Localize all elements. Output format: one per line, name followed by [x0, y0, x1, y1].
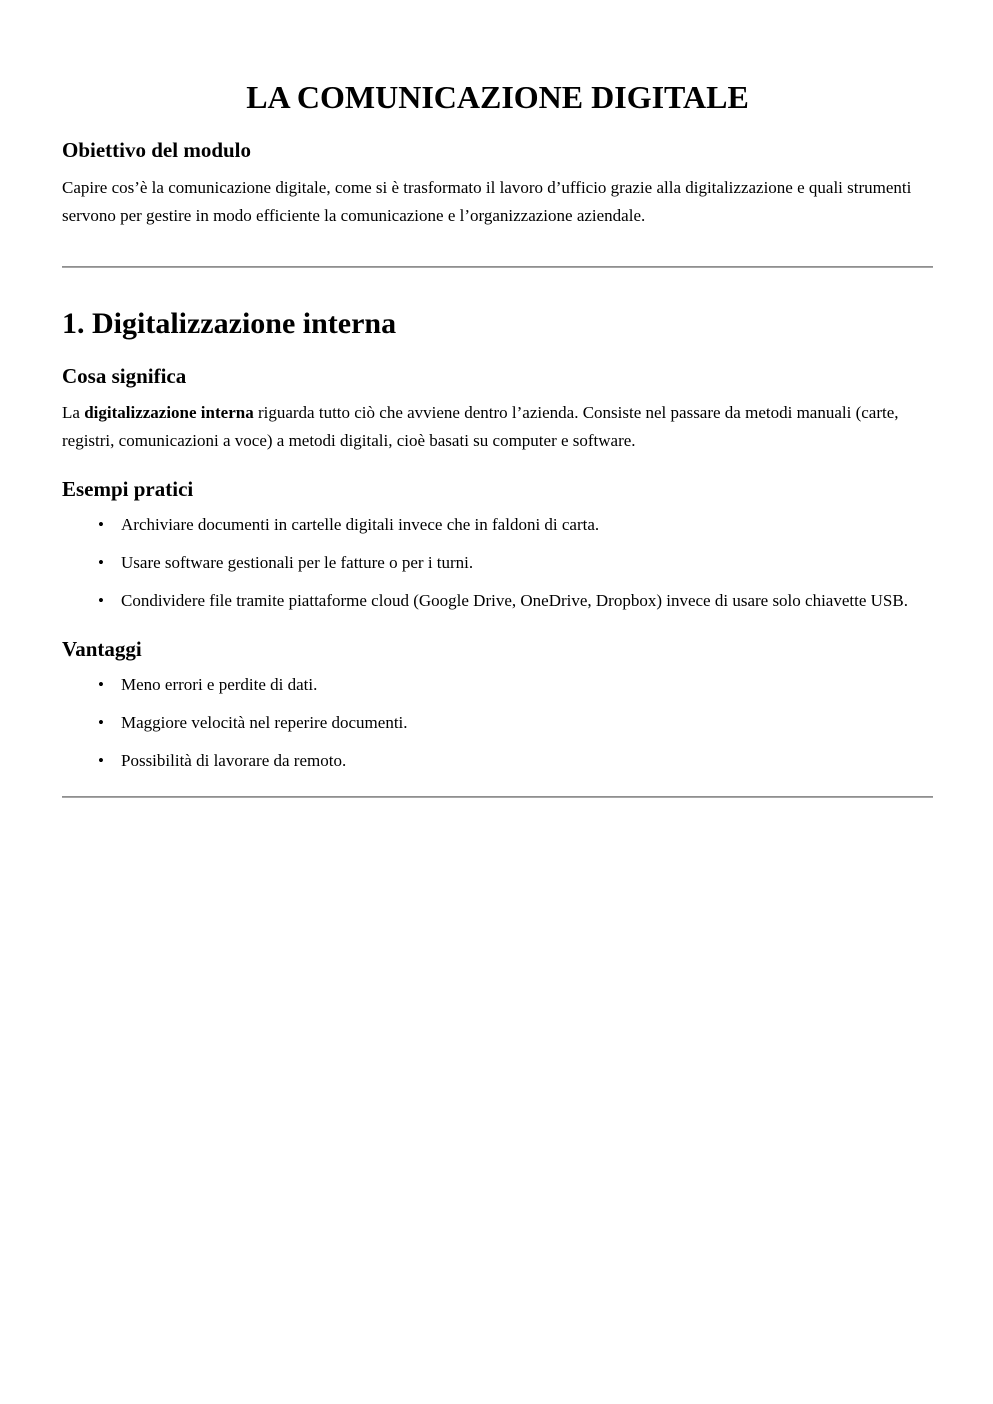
list-item: • Possibilità di lavorare da remoto. — [121, 747, 933, 775]
paragraph-bold-term: digitalizzazione interna — [84, 402, 254, 422]
vantaggi-list — [62, 671, 933, 775]
section-divider-top — [62, 266, 933, 268]
module-objective-paragraph: Capire cos’è la comunicazione digitale, come si è trasformato il lavoro d’ufficio grazie alla digitalizzazione e quali strumenti servono per gestire in modo efficiente la comunicazione e l’organizzazione aziendale. — [62, 177, 912, 225]
section-1-heading: 1. Digitalizzazione interna — [62, 306, 397, 340]
list-item: • Maggiore velocità nel reperire documenti. — [121, 709, 933, 737]
vantaggi-heading: Vantaggi — [62, 636, 142, 661]
cosa-significa-heading: Cosa significa — [62, 363, 187, 388]
list-item: • Usare software gestionali per le fatture o per i turni. — [121, 549, 933, 577]
list-item: • Meno errori e perdite di dati. — [121, 671, 933, 699]
esempi-pratici-heading: Esempi pratici — [62, 476, 194, 501]
cosa-significa-paragraph — [62, 399, 933, 455]
list-item: • Archiviare documenti in cartelle digitali invece che in faldoni di carta. — [121, 511, 933, 539]
esempi-pratici-list — [62, 511, 933, 615]
document-title: LA COMUNICAZIONE DIGITALE — [246, 79, 749, 115]
paragraph-rest: riguarda tutto ciò che avviene dentro l’azienda. Consiste nel passare da metodi manuali (carte, registri, comunicazioni a voce) a metodi digitali, cioè basati su computer e software. — [62, 402, 899, 450]
list-item: • Condividere file tramite piattaforme cloud (Google Drive, OneDrive, Dropbox) invece di usare solo chiavette USB. — [121, 587, 933, 615]
paragraph-lead: La — [62, 402, 85, 422]
module-objective-heading: Obiettivo del modulo — [62, 138, 252, 163]
section-divider-bottom — [62, 796, 933, 798]
